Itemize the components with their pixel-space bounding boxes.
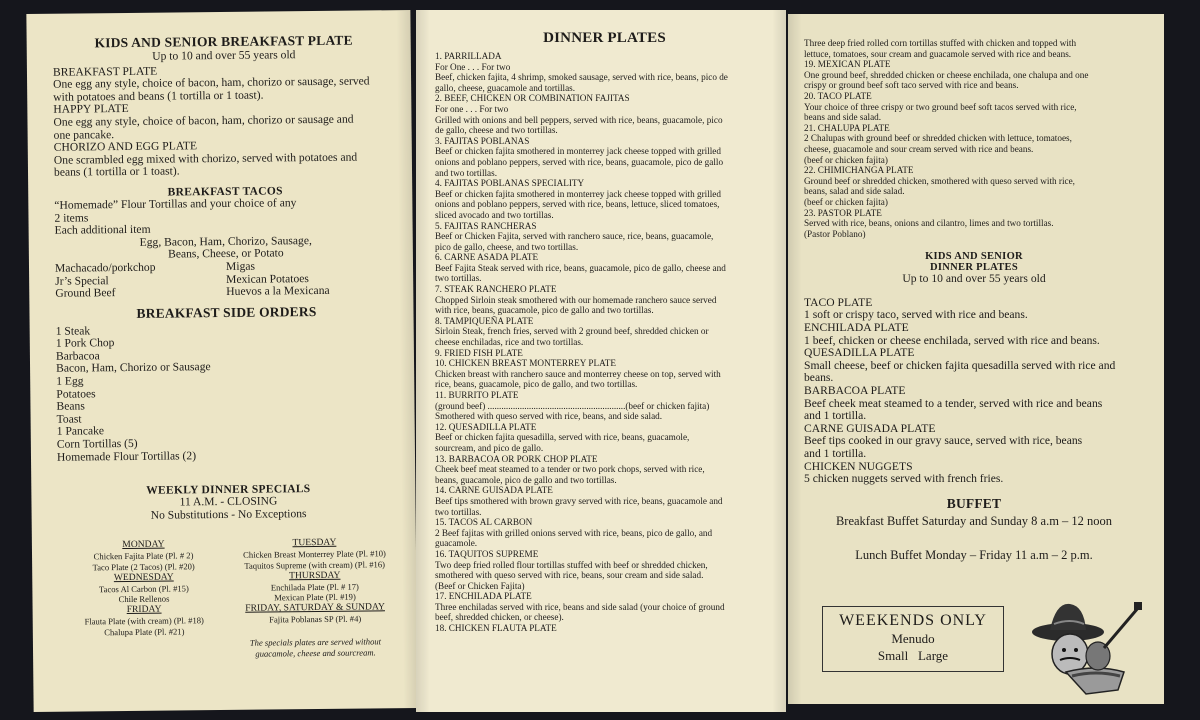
side-item: 1 Egg (56, 374, 84, 388)
menu-line: Cheek beef meat steamed to a tender or two pork chops, served with rice, (435, 464, 705, 475)
menu-line: 2 Chalupas with ground beef or shredded chicken with lettuce, tomatoes, (804, 133, 1072, 144)
special-item: Fajita Poblanas SP (Pl. #4) (269, 613, 362, 625)
menu-line: with potatoes and beans (1 tortilla or 1 toast). (53, 88, 264, 104)
menu-line: Sirloin Steak, french fries, served with 2 ground beef, shredded chicken or (435, 326, 709, 337)
dinner-plates-title: DINNER PLATES (543, 30, 666, 46)
side-item: Homemade Flour Tortillas (2) (56, 448, 197, 464)
side-item: 1 Pancake (56, 424, 105, 439)
menu-line: 15. TACOS AL CARBON (435, 517, 533, 528)
menu-line: sliced avocado and two tortillas. (435, 209, 554, 220)
menu-line: 1. PARRILLADA (435, 51, 502, 61)
menu-line: BREAKFAST PLATE (52, 64, 158, 79)
menu-line: Beef or chicken fajita smothered in monterrey jack cheese topped with grilled (435, 146, 721, 157)
menu-line: 8. TAMPIQUEÑA PLATE (435, 315, 534, 326)
specials-footnote: guacamole, cheese and sourcream. (255, 646, 376, 659)
menu-line: 22. CHIMICHANGA PLATE (804, 165, 914, 176)
menu-line: 5 chicken nuggets served with french fries. (804, 472, 1004, 486)
special-item: Taco Plate (2 Tacos) (Pl. #20) (92, 561, 195, 573)
special-item: Chicken Fajita Plate (Pl. # 2) (93, 550, 194, 562)
menu-line: (beef or chicken fajita) (804, 154, 888, 165)
menu-line: Small cheese, beef or chicken fajita quesadilla served with rice and (804, 358, 1116, 372)
weekly-specials-grid (58, 538, 401, 662)
menu-line: 1 beef, chicken or cheese enchilada, served with rice and beans. (804, 333, 1100, 347)
dinner-plates-list (435, 51, 774, 634)
side-orders-list (56, 322, 399, 464)
menu-line: 9. FRIED FISH PLATE (435, 347, 523, 358)
menu-line: de gallo, cheese and two tortillas. (435, 125, 558, 136)
menu-line: 4. FAJITAS POBLANAS SPECIALITY (435, 178, 585, 189)
side-orders-title: BREAKFAST SIDE ORDERS (136, 303, 317, 321)
menu-line: and 1 tortilla. (804, 447, 867, 460)
menu-line: Beef or Chicken Fajita, served with ranchero sauce, rice, beans, guacamole, (435, 231, 714, 242)
menu-line: beans and side salad. (804, 112, 882, 123)
menu-line: 19. MEXICAN PLATE (804, 59, 891, 70)
menu-line: 2. BEEF, CHICKEN OR COMBINATION FAJITAS (435, 93, 630, 104)
menu-panel-right (788, 14, 1164, 704)
menu-line: QUESADILLA PLATE (804, 346, 915, 360)
taco-fillings (55, 259, 397, 300)
special-day: TUESDAY (292, 537, 337, 549)
menu-line: ENCHILADA PLATE (804, 321, 909, 335)
sombrero-guitar-mascot-icon (1026, 594, 1146, 704)
taco-filling: Huevos a la Mexicana (226, 283, 330, 299)
menu-line: CARNE GUISADA PLATE (804, 421, 936, 435)
menu-line: CHORIZO AND EGG PLATE (53, 139, 198, 154)
menu-line: TACO PLATE (804, 295, 873, 309)
menu-line: crispy or ground beef soft taco served with rice and beans. (804, 80, 1019, 91)
menu-line: 18. CHICKEN FLAUTA PLATE (435, 623, 557, 634)
special-day: THURSDAY (289, 569, 341, 582)
menu-line: 10. CHICKEN BREAST MONTERREY PLATE (435, 358, 616, 369)
menu-line: For one . . . For two (435, 103, 509, 114)
side-item: 1 Pork Chop (55, 336, 115, 351)
kids-breakfast-list (53, 63, 396, 180)
taco-filling: Jr’s Special (55, 273, 109, 288)
menu-line: 7. STEAK RANCHERO PLATE (435, 284, 557, 295)
weekends-only-title: WEEKENDS ONLY (839, 612, 987, 629)
menu-line: Three enchiladas served with rice, beans and side salad (your choice of ground (435, 601, 725, 612)
menu-line: 20. TACO PLATE (804, 90, 872, 101)
menu-line: HAPPY PLATE (53, 102, 129, 117)
menu-line: 11. BURRITO PLATE (435, 390, 519, 400)
specials-right-column (229, 538, 401, 660)
menu-line: beans (1 tortilla or 1 toast). (53, 164, 180, 180)
menudo-sizes: Small Large (877, 648, 949, 663)
special-day: MONDAY (122, 539, 165, 551)
menu-line: One ground beef, shredded chicken or cheese enchilada, one chalupa and one (804, 69, 1089, 80)
special-item: Chile Rellenos (118, 593, 170, 605)
menu-line: cheese, guacamole and sour cream served with rice and beans. (804, 143, 1034, 154)
menu-line: “Homemade” Flour Tortillas and your choice of any (54, 196, 297, 212)
menu-line: For One . . . For two (435, 61, 511, 72)
menu-line: BARBACOA PLATE (804, 384, 906, 398)
menu-line: beans. (804, 371, 834, 385)
menu-line: 6. CARNE ASADA PLATE (435, 252, 539, 263)
menu-panel-left (26, 10, 417, 712)
menu-line: 14. CARNE GUISADA PLATE (435, 485, 553, 496)
menu-line: (Beef or Chicken Fajita) (435, 580, 525, 591)
side-item: Beans (56, 399, 85, 413)
special-item: Flauta Plate (with cream) (Pl. #18) (84, 615, 204, 627)
menu-line: Each additional item (54, 222, 151, 237)
special-item: Enchilada Plate (Pl. # 17) (270, 581, 359, 593)
menu-line: smothered with queso served with rice, beans, sour cream and side salad. (435, 570, 704, 581)
weekly-specials-time: 11 A.M. - CLOSING (179, 494, 278, 509)
specials-footnote: The specials plates are served without (249, 636, 382, 648)
menu-line: pico de gallo, cheese, and two tortillas. (435, 241, 579, 252)
menu-line: 5. FAJITAS RANCHERAS (435, 220, 537, 231)
menu-line: guacamole. (435, 538, 478, 549)
breakfast-tacos-list (54, 196, 397, 300)
kids-breakfast-title: KIDS AND SENIOR BREAKFAST PLATE (94, 32, 353, 51)
taco-filling: Migas (225, 259, 256, 273)
menu-line: 2 Beef fajitas with grilled onions served with rice, beans, pico de gallo, and (435, 527, 713, 538)
menu-line: Two deep fried rolled flour tortillas stuffed with beef or shredded chicken, (435, 559, 708, 570)
menu-line: One scrambled egg mixed with chorizo, served with potatoes and (53, 150, 358, 167)
side-item: 1 Steak (55, 324, 91, 338)
menu-line: 3. FAJITAS POBLANAS (435, 135, 530, 146)
menu-line: beef, shredded chicken, or cheese). (435, 612, 564, 623)
special-item: Mexican Plate (Pl. #19) (274, 592, 356, 603)
menu-line: two tortillas. (435, 506, 482, 517)
menu-line: Chicken breast with ranchero sauce and monterrey cheese on top, served with (435, 368, 721, 379)
menu-line: one pancake. (53, 127, 115, 142)
menu-line: two tortillas. (435, 273, 482, 284)
menu-line: Beef or chicken fajita quesadilla, served with rice, beans, guacamole, (435, 432, 690, 443)
menu-line: 23. PASTOR PLATE (804, 207, 882, 218)
weekly-specials-title: WEEKLY DINNER SPECIALS (146, 483, 311, 498)
menudo-label: Menudo (891, 631, 935, 646)
kids-dinner-title-2: DINNER PLATES (929, 262, 1018, 274)
menu-line: gallo, cheese, guacamole and tortillas. (435, 82, 576, 93)
specials-left-column (58, 539, 230, 661)
lunch-buffet-hours: Lunch Buffet Monday – Friday 11 a.m – 2 p.m. (855, 547, 1093, 562)
kids-breakfast-subtitle: Up to 10 and over 55 years old (152, 48, 296, 63)
dinner-plates-continued (804, 38, 1144, 239)
taco-filling: Machacado/porkchop (54, 260, 156, 275)
taco-filling: Mexican Potatoes (226, 271, 309, 286)
menu-line: beans, guacamole, pico de gallo and two tortillas. (435, 474, 617, 485)
breakfast-tacos-title: BREAKFAST TACOS (167, 185, 283, 199)
menu-line: 12. QUESADILLA PLATE (435, 421, 537, 432)
menu-line: rice, beans, guacamole, pico de gallo, and two tortillas. (435, 379, 638, 390)
weekly-specials-note: No Substitutions - No Exceptions (150, 506, 307, 522)
menu-line: and 1 tortilla. (804, 409, 867, 423)
menu-line: 21. CHALUPA PLATE (804, 122, 890, 133)
side-item: Corn Tortillas (5) (56, 436, 138, 451)
side-item: Toast (56, 412, 82, 426)
menu-line: (Pastor Poblano) (804, 228, 866, 239)
menu-line: 16. TAQUITOS SUPREME (435, 548, 539, 559)
menu-line: Egg, Bacon, Ham, Chorizo, Sausage, (139, 233, 312, 249)
menu-line: Beef or chicken fajita smothered in monterrey jack cheese topped with grilled (435, 188, 721, 199)
menu-line: and two tortillas. (435, 167, 498, 178)
menu-line: Your choice of three crispy or two ground beef soft tacos served with rice, (804, 101, 1077, 112)
weekends-only-box (822, 606, 1004, 672)
menu-line: 13. BARBACOA OR PORK CHOP PLATE (435, 453, 598, 464)
menu-panel-middle (416, 10, 786, 712)
menu-line: One egg any style, choice of bacon, ham, chorizo or sausage and (53, 112, 354, 129)
buffet-title: BUFFET (946, 495, 1002, 511)
menu-line: onions and poblano peppers, served with rice, beans, guacamole, pico de gallo (435, 156, 724, 167)
special-item: Taquitos Supreme (with cream) (Pl. #16) (244, 559, 386, 571)
kids-dinner-list (804, 297, 1144, 486)
menu-line: Beef cheek meat steamed to a tender, served with rice and beans (804, 396, 1103, 410)
menu-line: Smothered with queso served with rice, beans, and side salad. (435, 411, 663, 422)
menu-line: (beef or chicken fajita) (804, 196, 888, 207)
menu-line: (ground beef) ............................................................(beef or chicken fajita) (435, 400, 710, 411)
menu-line: lettuce, tomatoes, sour cream and guacamole served with rice and beans. (804, 48, 1072, 59)
menu-line: Beef Fajita Steak served with rice, beans, guacamole, pico de gallo, cheese and (435, 262, 726, 273)
menu-line: Grilled with onions and bell peppers, served with rice, beans, guacamole, pico (435, 114, 723, 125)
taco-filling: Ground Beef (55, 286, 116, 300)
special-item: Tacos Al Carbon (Pl. #15) (98, 582, 189, 594)
menu-line: One egg any style, choice of bacon, ham, chorizo or sausage, served (53, 74, 370, 91)
menu-line: 1 soft or crispy taco, served with rice and beans. (804, 308, 1028, 322)
menu-line: 17. ENCHILADA PLATE (435, 591, 532, 602)
kids-dinner-title: KIDS AND SENIOR (925, 251, 1023, 263)
kids-dinner-subtitle: Up to 10 and over 55 years old (902, 272, 1046, 286)
menu-line: beans, salad and side salad. (804, 186, 905, 197)
menu-line: Beef tips smothered with brown gravy served with rice, beans, guacamole and (435, 495, 723, 506)
menu-line: 2 items (54, 210, 89, 225)
side-item: Barbacoa (55, 349, 100, 363)
menu-line: Beef tips cooked in our gravy sauce, served with rice, beans (804, 434, 1083, 448)
breakfast-buffet-hours: Breakfast Buffet Saturday and Sunday 8 a.m – 12 noon (835, 513, 1113, 528)
side-item: Bacon, Ham, Chorizo or Sausage (56, 360, 211, 376)
side-item: Potatoes (56, 386, 96, 401)
menu-line: Beef, chicken fajita, 4 shrimp, smoked sausage, served with rice, beans, pico de (435, 72, 728, 83)
menu-line: cheese enchiladas, rice and two tortillas. (435, 337, 584, 348)
menu-line: onions and poblano peppers, served with rice, beans, lettuce, sliced tomatoes, (435, 199, 720, 210)
menu-line: Served with rice, beans, onions and cilantro, limes and two tortillas. (804, 218, 1054, 229)
menu-line: Ground beef or shredded chicken, smothered with queso served with rice, (804, 175, 1075, 186)
special-day: WEDNESDAY (113, 571, 174, 583)
menu-line: Chopped Sirloin steak smothered with our homemade ranchero sauce served (435, 294, 717, 305)
special-day: FRIDAY (126, 603, 162, 616)
special-item: Chalupa Plate (Pl. #21) (104, 626, 185, 638)
special-day: FRIDAY, SATURDAY & SUNDAY (245, 601, 385, 614)
menu-line: with rice, beans, guacamole, pico de gallo and two tortillas. (435, 305, 654, 316)
menu-line: Beans, Cheese, or Potato (168, 246, 284, 261)
menu-line: Three deep fried rolled corn tortillas stuffed with chicken and topped with (804, 38, 1077, 48)
special-item: Chicken Breast Monterrey Plate (Pl. #10) (243, 548, 386, 560)
menu-line: CHICKEN NUGGETS (804, 459, 913, 473)
menu-line: sourcream, and pico de gallo. (435, 442, 544, 453)
